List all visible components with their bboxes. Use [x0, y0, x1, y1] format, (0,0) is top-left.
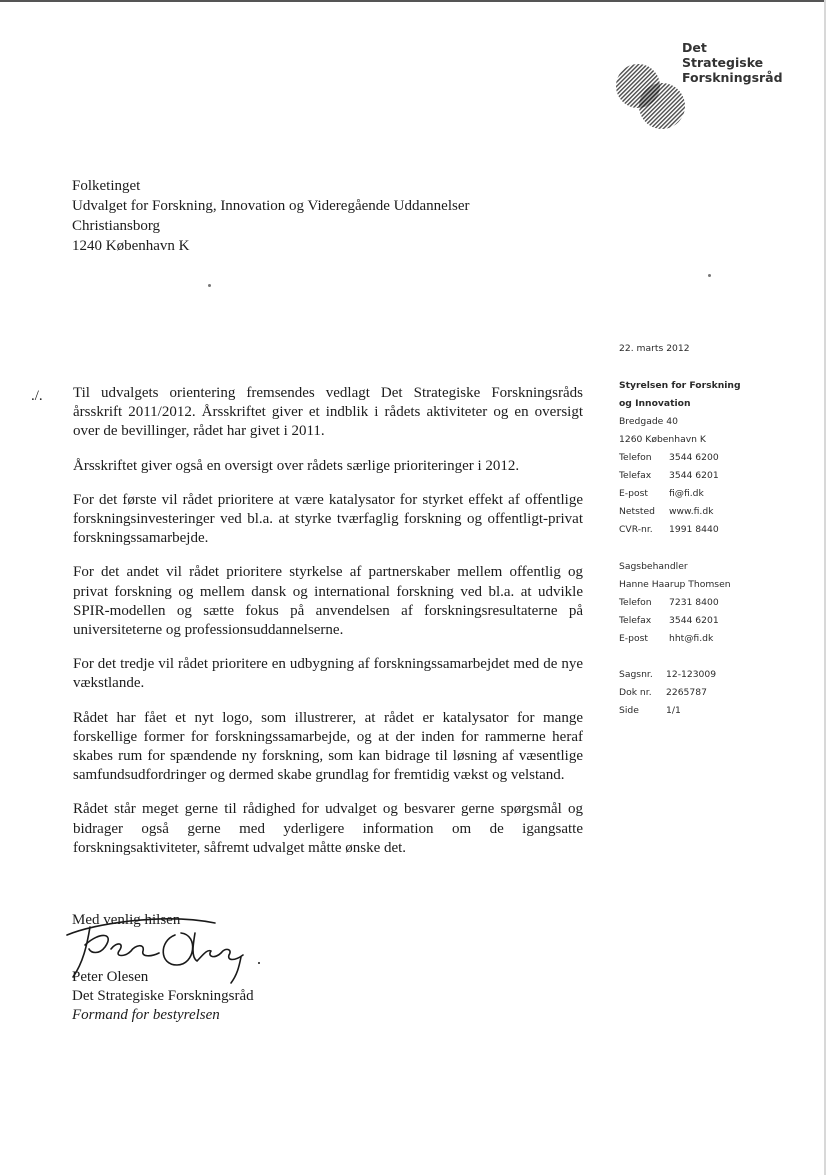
- body-paragraph: For det første vil rådet prioritere at være katalysator for styrket effekt af offentlige forskningsinvesteringer ved bl.a. at styrke tværfaglig forskning og offentligt-privat forskningssamarbejde.: [73, 491, 583, 547]
- brand-line-1: Det: [682, 40, 707, 55]
- ref-label: Dok nr.: [619, 687, 652, 698]
- contact-value: fi@fi.dk: [669, 488, 704, 499]
- ref-value: 12-123009: [666, 669, 717, 680]
- org-email-row: [619, 485, 741, 503]
- contact-label: Telefon: [619, 452, 652, 463]
- contact-label: E-post: [619, 488, 648, 499]
- closing-greeting: Med venlig hilsen: [72, 912, 181, 928]
- body-paragraph: For det tredje vil rådet prioritere en udbygning af forskningssamarbejdet med de nye vækstlande.: [73, 656, 583, 692]
- signatory-name: Peter Olesen: [72, 969, 149, 985]
- signatory-organization: Det Strategiske Forskningsråd: [72, 988, 254, 1004]
- brand-wordmark: [682, 40, 783, 85]
- handler-phone-row: [619, 594, 731, 612]
- contact-label: Telefon: [619, 597, 652, 608]
- org-name-line-1: Styrelsen for Forskning: [619, 380, 741, 391]
- document-number-row: [619, 684, 716, 702]
- body-paragraph: For det andet vil rådet prioritere styrkelse af partnerskaber mellem offentlig og privat forskning og mellem dansk og international forskning ved bl.a. at udvikle SPIR-modellen og sætte fokus på anvendelsen af forskningsresultaterne på universiteterne og professionsuddannelserne.: [73, 564, 583, 639]
- body-paragraph: Til udvalgets orientering fremsendes vedlagt Det Strategiske Forskningsråds årsskrift 2011/2012. Årsskriftet giver et indblik i rådets aktiviteter og en oversigt over de bevillinger, rådet har givet i 2011.: [73, 385, 583, 440]
- letter-body: [73, 384, 583, 873]
- org-phone-row: [619, 449, 741, 467]
- enclosure-mark: ./.: [31, 388, 43, 404]
- org-fax-row: [619, 467, 741, 485]
- case-handler-name: Hanne Haarup Thomsen: [619, 579, 731, 590]
- contact-value: 3544 6201: [669, 615, 719, 626]
- org-address-line-1: Bredgade 40: [619, 416, 678, 427]
- org-address-line-2: 1260 København K: [619, 434, 706, 445]
- contact-value: hht@fi.dk: [669, 633, 714, 644]
- recipient-line: Christiansborg: [72, 218, 161, 234]
- recipient-address: [72, 176, 469, 256]
- handler-email-row: [619, 630, 731, 648]
- scan-edge-top: [0, 0, 826, 2]
- ref-label: Side: [619, 705, 639, 716]
- brand-line-2: Strategiske: [682, 55, 764, 70]
- page-number-row: [619, 702, 716, 720]
- recipient-line: Folketinget: [72, 178, 141, 194]
- contact-value: 3544 6200: [669, 452, 719, 463]
- contact-value: 3544 6201: [669, 470, 719, 481]
- contact-value: 1991 8440: [669, 524, 719, 535]
- ref-value: 1/1: [666, 705, 681, 716]
- contact-label: Telefax: [619, 615, 652, 626]
- ref-label: Sagsnr.: [619, 669, 653, 680]
- recipient-line: Udvalget for Forskning, Innovation og Videregående Uddannelser: [72, 198, 470, 214]
- body-paragraph: Årsskriftet giver også en oversigt over rådets særlige prioriteringer i 2012.: [73, 457, 520, 474]
- org-website-row: [619, 503, 741, 521]
- body-paragraph: Rådet står meget gerne til rådighed for udvalget og besvarer gerne spørgsmål og bidrager også gerne med yderligere information om de igangsatte forskningsaktiviteter, såfremt udvalget måtte ønske det.: [73, 801, 583, 856]
- case-handler-heading: Sagsbehandler: [619, 561, 688, 572]
- case-handler-block: [619, 558, 731, 648]
- reference-block: [619, 666, 716, 720]
- scan-speck: [208, 284, 211, 287]
- handler-fax-row: [619, 612, 731, 630]
- org-cvr-row: [619, 521, 741, 539]
- contact-label: Netsted: [619, 506, 656, 517]
- recipient-line: 1240 København K: [72, 238, 190, 254]
- letter-date: 22. marts 2012: [619, 343, 690, 354]
- contact-label: CVR-nr.: [619, 524, 653, 535]
- org-name-line-2: og Innovation: [619, 398, 691, 409]
- sender-organization: [619, 377, 741, 539]
- contact-value: 7231 8400: [669, 597, 719, 608]
- signatory-title: Formand for bestyrelsen: [72, 1007, 220, 1023]
- handwritten-signature-icon: [55, 905, 280, 985]
- scan-speck: [708, 274, 711, 277]
- contact-value: www.fi.dk: [669, 506, 714, 517]
- contact-label: E-post: [619, 633, 648, 644]
- case-number-row: [619, 666, 716, 684]
- ref-value: 2265787: [666, 687, 707, 698]
- brand-line-3: Forskningsråd: [682, 70, 783, 85]
- body-paragraph: Rådet har fået et nyt logo, som illustrerer, at rådet er katalysator for mange forskellige former for forskningssamarbejde, og at der inden for rammerne heraf skabes rum for spændende ny forskning, som kan bidrage til løsning af væsentlige samfundsudfordringer og dermed skabe grundlag for fremtidig vækst og velstand.: [73, 709, 583, 784]
- contact-label: Telefax: [619, 470, 652, 481]
